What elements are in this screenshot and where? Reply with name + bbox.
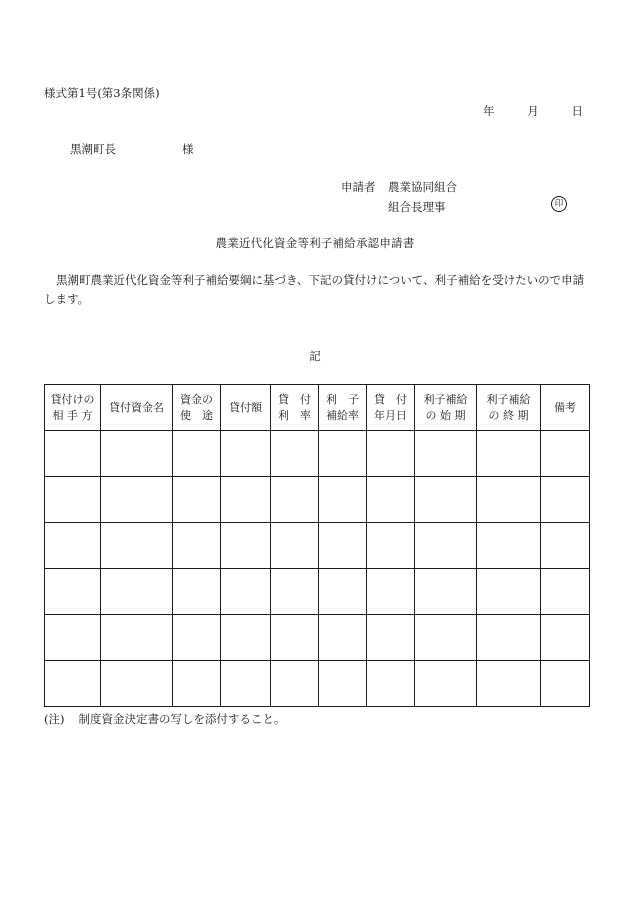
header-loan-rate-line1: 貸 付 <box>278 392 311 406</box>
header-borrower-line1: 貸付けの <box>50 392 95 406</box>
table-cell[interactable] <box>221 615 271 661</box>
header-remarks <box>541 385 590 431</box>
table-cell[interactable] <box>415 523 477 569</box>
table-cell[interactable] <box>45 569 101 615</box>
header-fund-use-line2: 使 途 <box>180 408 213 422</box>
table-cell[interactable] <box>541 477 590 523</box>
header-fund-use-line1: 資金の <box>180 392 213 406</box>
table-cell[interactable] <box>221 661 271 707</box>
table-cell[interactable] <box>477 569 541 615</box>
form-number: 様式第1号(第3条関係) <box>44 86 160 100</box>
table-cell[interactable] <box>45 615 101 661</box>
table-cell[interactable] <box>101 569 173 615</box>
table-cell[interactable] <box>173 615 221 661</box>
body-paragraph: 黒潮町農業近代化資金等利子補給要綱に基づき、下記の貸付けについて、利子補給を受けたいので申請します。 <box>44 273 585 306</box>
applicant-title: 組合長理事 <box>388 200 446 214</box>
table-cell[interactable] <box>221 477 271 523</box>
table-cell[interactable] <box>173 569 221 615</box>
table-cell[interactable] <box>271 615 319 661</box>
table-cell[interactable] <box>271 569 319 615</box>
table-row <box>45 569 590 615</box>
table-cell[interactable] <box>271 431 319 477</box>
table-cell[interactable] <box>173 431 221 477</box>
table-cell[interactable] <box>271 661 319 707</box>
table-cell[interactable] <box>221 523 271 569</box>
table-row <box>45 615 590 661</box>
table-body <box>45 431 590 707</box>
table-cell[interactable] <box>541 523 590 569</box>
date-line <box>483 103 583 119</box>
table-cell[interactable] <box>173 477 221 523</box>
table-cell[interactable] <box>541 431 590 477</box>
table-cell[interactable] <box>319 477 367 523</box>
table-cell[interactable] <box>477 431 541 477</box>
table-cell[interactable] <box>319 431 367 477</box>
table-cell[interactable] <box>367 661 415 707</box>
table-cell[interactable] <box>367 477 415 523</box>
table-cell[interactable] <box>541 615 590 661</box>
table-cell[interactable] <box>367 615 415 661</box>
header-subsidy-start-line1: 利子補給 <box>423 392 468 406</box>
header-subsidy-rate <box>319 385 367 431</box>
table-cell[interactable] <box>319 523 367 569</box>
table-cell[interactable] <box>367 431 415 477</box>
header-remarks-line1: 備考 <box>554 400 576 414</box>
header-subsidy-end-line2: の 終 期 <box>488 408 529 422</box>
header-fund-name <box>101 385 173 431</box>
header-loan-amount <box>221 385 271 431</box>
header-borrower <box>45 385 101 431</box>
table-cell[interactable] <box>415 569 477 615</box>
table-cell[interactable] <box>477 523 541 569</box>
table-cell[interactable] <box>101 523 173 569</box>
date-year-label: 年 <box>483 104 495 118</box>
table-row <box>45 661 590 707</box>
header-subsidy-start <box>415 385 477 431</box>
table-row <box>45 523 590 569</box>
header-subsidy-end <box>477 385 541 431</box>
table-header-row <box>45 385 590 431</box>
table-cell[interactable] <box>45 661 101 707</box>
table-cell[interactable] <box>319 569 367 615</box>
header-fund-use <box>173 385 221 431</box>
header-fund-name-line1: 貸付資金名 <box>109 400 164 414</box>
note-label: (注) <box>44 712 65 726</box>
table-cell[interactable] <box>101 615 173 661</box>
addressee <box>70 141 194 157</box>
addressee-name: 黒潮町長 <box>70 142 116 156</box>
header-loan-date-line2: 年月日 <box>374 408 407 422</box>
table-cell[interactable] <box>319 661 367 707</box>
table-cell[interactable] <box>367 523 415 569</box>
table-cell[interactable] <box>477 477 541 523</box>
table-cell[interactable] <box>45 477 101 523</box>
table-cell[interactable] <box>45 431 101 477</box>
table-cell[interactable] <box>415 661 477 707</box>
header-loan-rate-line2: 利 率 <box>278 408 311 422</box>
table-cell[interactable] <box>221 431 271 477</box>
addressee-honorific: 様 <box>182 142 194 156</box>
table-cell[interactable] <box>221 569 271 615</box>
applicant-organization: 農業協同組合 <box>388 180 457 194</box>
table-cell[interactable] <box>415 615 477 661</box>
document-title: 農業近代化資金等利子補給承認申請書 <box>215 236 415 250</box>
header-loan-date-line1: 貸 付 <box>374 392 407 406</box>
header-loan-amount-line1: 貸付額 <box>229 400 262 414</box>
ki-heading: 記 <box>309 349 321 363</box>
table-cell[interactable] <box>541 569 590 615</box>
header-loan-date <box>367 385 415 431</box>
header-borrower-line2: 相 手 方 <box>52 408 93 422</box>
table-cell[interactable] <box>271 523 319 569</box>
table-cell[interactable] <box>101 661 173 707</box>
table-cell[interactable] <box>415 431 477 477</box>
note-text: 制度資金決定書の写しを添付すること。 <box>78 712 286 726</box>
table-cell[interactable] <box>101 431 173 477</box>
loan-table <box>44 384 590 707</box>
table-cell[interactable] <box>173 523 221 569</box>
table-cell[interactable] <box>101 477 173 523</box>
table-cell[interactable] <box>367 569 415 615</box>
table-row <box>45 431 590 477</box>
header-subsidy-rate-line1: 利 子 <box>326 392 359 406</box>
date-month-label: 月 <box>527 104 539 118</box>
table-cell[interactable] <box>541 661 590 707</box>
table-cell[interactable] <box>477 661 541 707</box>
table-cell[interactable] <box>45 523 101 569</box>
table-cell[interactable] <box>415 477 477 523</box>
table-cell[interactable] <box>477 615 541 661</box>
header-loan-rate <box>271 385 319 431</box>
header-subsidy-rate-line2: 補給率 <box>326 408 359 422</box>
table-cell[interactable] <box>319 615 367 661</box>
table-cell[interactable] <box>271 477 319 523</box>
date-day-label: 日 <box>571 104 583 118</box>
table-cell[interactable] <box>173 661 221 707</box>
applicant-label: 申請者 <box>341 180 376 194</box>
note <box>44 711 285 727</box>
seal-mark: 印 <box>551 196 567 212</box>
header-subsidy-end-line1: 利子補給 <box>486 392 531 406</box>
header-subsidy-start-line2: の 始 期 <box>425 408 466 422</box>
table-row <box>45 477 590 523</box>
